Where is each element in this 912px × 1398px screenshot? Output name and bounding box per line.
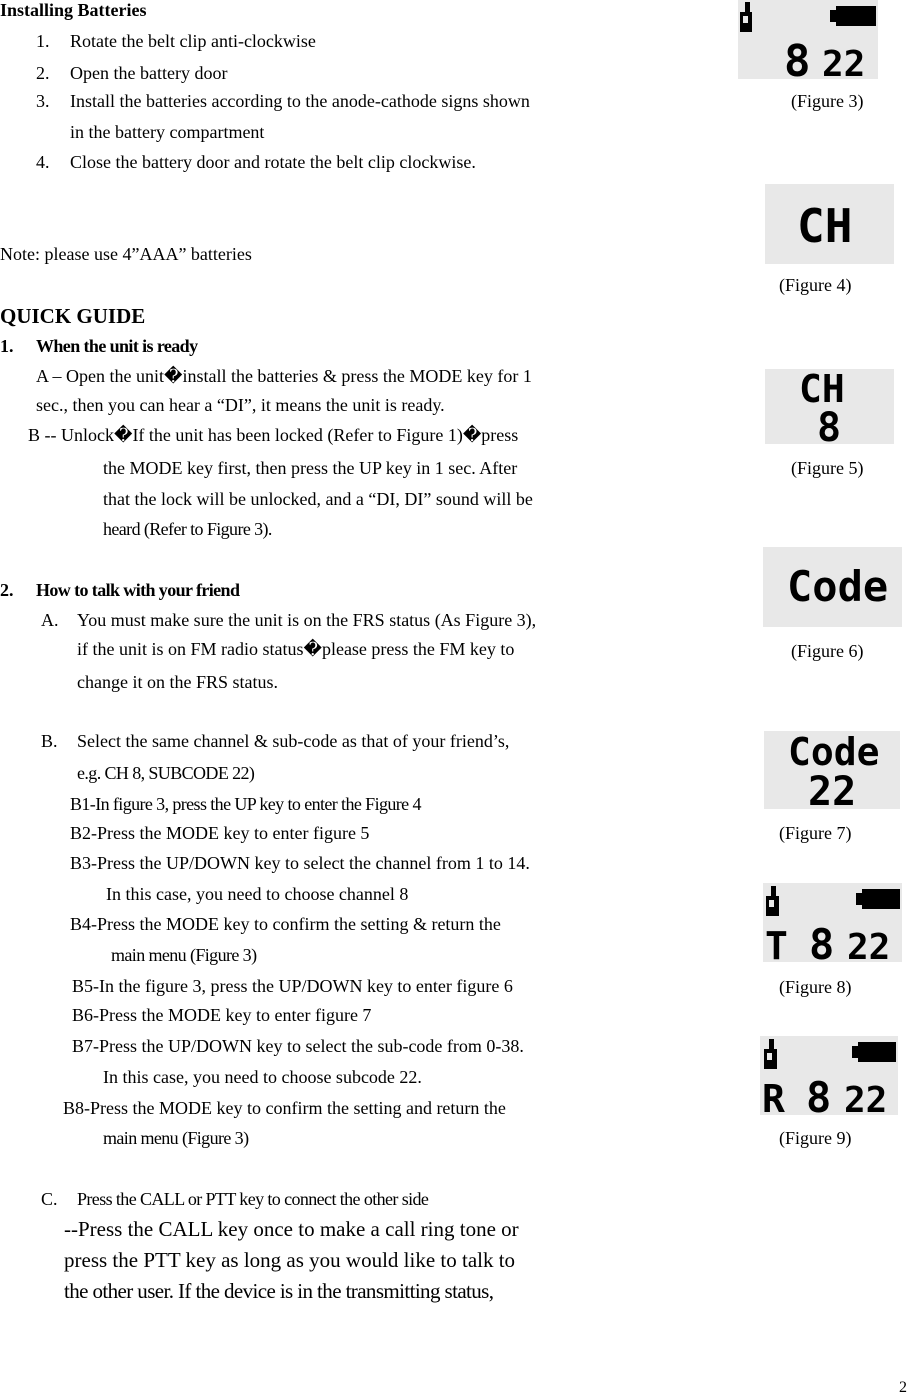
substep-line: B8-Press the MODE key to confirm the setting and return the (63, 1098, 506, 1118)
figure-caption: (Figure 3) (791, 91, 864, 111)
figure-caption: (Figure 6) (791, 641, 864, 661)
channel-number: 8 (809, 920, 835, 962)
code-number: 22 (844, 1080, 888, 1115)
instruction-line: sec., then you can hear a “DI”, it means the unit is ready. (36, 395, 445, 415)
step-text: Install the batteries according to the anode-cathode signs shown (70, 91, 530, 111)
substep-line: main menu (Figure 3) (111, 945, 257, 965)
step-number: 3. (36, 91, 50, 111)
channel-number: 8 (806, 1073, 832, 1115)
lcd-figure-3 (738, 0, 878, 79)
quick-guide-title: QUICK GUIDE (0, 304, 146, 328)
figure-caption: (Figure 7) (779, 823, 852, 843)
channel-number: 8 (784, 36, 811, 79)
code-label: Code (788, 731, 880, 774)
step-text-continued: in the battery compartment (70, 122, 265, 142)
step-number: 4. (36, 152, 50, 172)
step-number: 2. (36, 63, 50, 83)
antenna-icon (766, 886, 779, 916)
instruction-line: --Press the CALL key once to make a call ring tone or (64, 1217, 519, 1241)
instruction-line: change it on the FRS status. (77, 672, 278, 692)
lcd-figure-9 (760, 1036, 898, 1115)
channel-number: 8 (817, 405, 842, 444)
section-number: 1. (0, 336, 14, 356)
page-number: 2 (899, 1379, 907, 1396)
instruction-line: press the PTT key as long as you would like to talk to (64, 1248, 516, 1272)
figure-caption: (Figure 5) (791, 458, 864, 478)
instruction-line: the MODE key first, then press the UP key in 1 sec. After (103, 458, 518, 478)
instruction-line: if the unit is on FM radio status�please press the FM key to (77, 639, 515, 659)
ch-label: CH (799, 369, 845, 411)
instruction-line: e.g. CH 8, SUBCODE 22) (77, 763, 255, 783)
instruction-line: B -- Unlock�If the unit has been locked (Refer to Figure 1)�press (28, 425, 519, 445)
instruction-line: heard (Refer to Figure 3). (103, 519, 272, 539)
substep-line: B7-Press the UP/DOWN key to select the sub-code from 0-38. (72, 1036, 524, 1056)
code-number: 22 (808, 769, 857, 809)
antenna-icon (740, 2, 752, 32)
lcd-figure-8 (763, 883, 902, 962)
item-label: C. (41, 1189, 58, 1209)
mode-indicator: R (762, 1077, 785, 1115)
instruction-line: the other user. If the device is in the transmitting status, (64, 1279, 494, 1303)
substep-line: B1-In figure 3, press the UP key to enter the Figure 4 (70, 794, 421, 814)
figure-caption: (Figure 9) (779, 1128, 852, 1148)
section-title: When the unit is ready (36, 336, 198, 356)
ch-label: CH (797, 199, 853, 253)
code-number: 22 (847, 927, 891, 962)
instruction-line: You must make sure the unit is on the FRS status (As Figure 3), (77, 610, 537, 630)
section-number: 2. (0, 580, 14, 600)
figure-caption: (Figure 4) (779, 275, 852, 295)
substep-line: B6-Press the MODE key to enter figure 7 (72, 1005, 372, 1025)
lcd-figure-6 (763, 547, 902, 627)
figure-caption: (Figure 8) (779, 977, 852, 997)
code-label: Code (787, 562, 889, 611)
substep-line: main menu (Figure 3) (103, 1128, 249, 1148)
instruction-line: A – Open the unit�install the batteries & press the MODE key for 1 (36, 366, 532, 386)
instruction-line: that the lock will be unlocked, and a “DI, DI” sound will be (103, 489, 533, 509)
battery-note: Note: please use 4”AAA” batteries (0, 244, 252, 264)
substep-line: In this case, you need to choose subcode 22. (103, 1067, 422, 1087)
lcd-figure-5 (765, 369, 894, 444)
item-label: B. (41, 731, 58, 751)
lcd-figure-4 (765, 184, 894, 264)
step-text: Rotate the belt clip anti-clockwise (70, 31, 316, 51)
battery-icon (856, 889, 900, 909)
antenna-icon (764, 1039, 777, 1069)
battery-icon (830, 6, 876, 26)
lcd-figure-7 (764, 731, 900, 809)
mode-indicator: T (765, 924, 788, 962)
installing-title: Installing Batteries (0, 0, 147, 20)
item-label: A. (41, 610, 59, 630)
battery-icon (852, 1042, 896, 1062)
step-text: Open the battery door (70, 63, 228, 83)
substep-line: In this case, you need to choose channel 8 (106, 884, 409, 904)
code-number: 22 (822, 44, 866, 79)
instruction-line: Press the CALL or PTT key to connect the other side (77, 1189, 429, 1209)
step-number: 1. (36, 31, 50, 51)
substep-line: B2-Press the MODE key to enter figure 5 (70, 823, 370, 843)
instruction-line: Select the same channel & sub-code as that of your friend’s, (77, 731, 510, 751)
step-text: Close the battery door and rotate the belt clip clockwise. (70, 152, 476, 172)
substep-line: B3-Press the UP/DOWN key to select the channel from 1 to 14. (70, 853, 530, 873)
substep-line: B5-In the figure 3, press the UP/DOWN key to enter figure 6 (72, 976, 513, 996)
section-title: How to talk with your friend (36, 580, 240, 600)
substep-line: B4-Press the MODE key to confirm the setting & return the (70, 914, 501, 934)
